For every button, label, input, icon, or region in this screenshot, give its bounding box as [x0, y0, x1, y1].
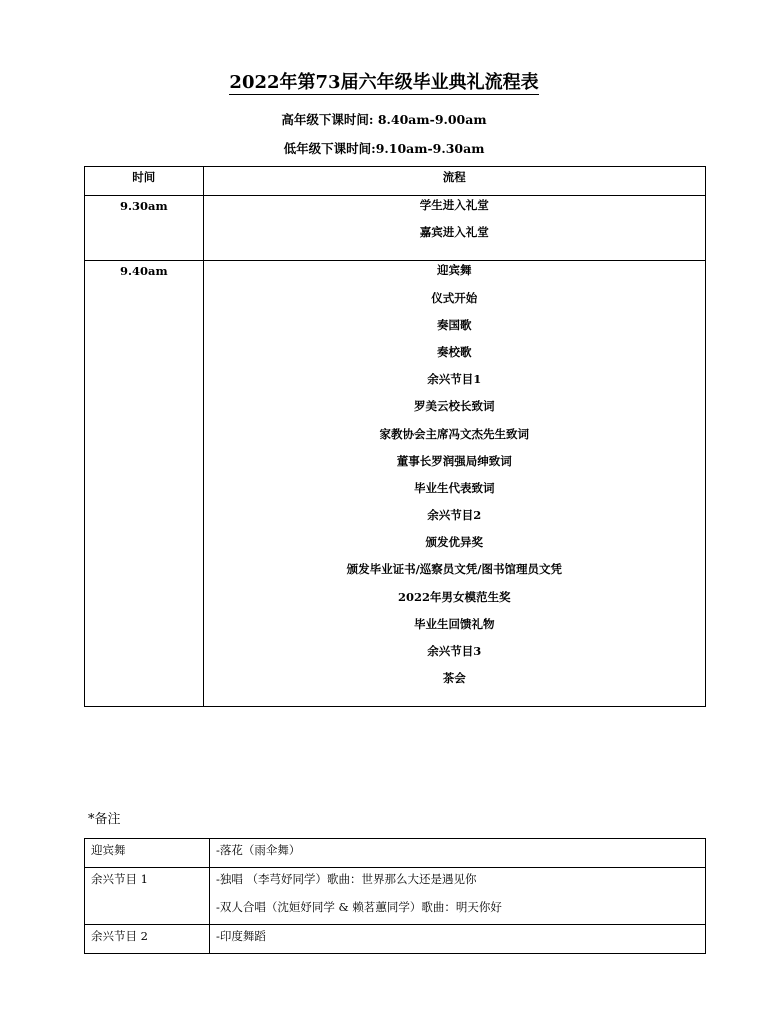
- notes-detail: [210, 868, 706, 925]
- step-item: 董事长罗润强局绅致词: [396, 453, 512, 468]
- notes-line: -印度舞蹈: [216, 929, 266, 943]
- notes-row: [85, 925, 706, 954]
- step-list: [204, 261, 705, 706]
- notes-line: -落花（雨伞舞）: [216, 843, 301, 857]
- upper-grade-dismissal-time: 高年级下课时间: 8.40am-9.00am: [281, 112, 487, 127]
- schedule-header-row: [85, 167, 706, 196]
- step-item: 余兴节目2: [427, 508, 482, 523]
- step-item: 茶会: [442, 671, 466, 686]
- schedule-time: 9.40am: [85, 261, 204, 707]
- lower-grade-dismissal-time: 低年级下课时间:9.10am-9.30am: [283, 141, 485, 156]
- notes-row: [85, 839, 706, 868]
- step-item: 余兴节目1: [427, 372, 482, 387]
- notes-table: [84, 838, 706, 954]
- document-title-text: 2022年第73届六年级毕业典礼流程表: [229, 72, 539, 93]
- notes-line: -双人合唱（沈姮妤同学 & 赖茗蕙同学）歌曲：明天你好: [216, 900, 502, 914]
- notes-detail: [210, 839, 706, 868]
- step-item: 余兴节目3: [427, 644, 482, 658]
- notes-line: -独唱 （李芎妤同学）歌曲：世界那么大还是遇见你: [216, 872, 477, 886]
- step-item: 2022年男女模范生奖: [398, 589, 511, 604]
- step-item: 仪式开始: [431, 290, 478, 305]
- notes-detail: [210, 925, 706, 954]
- step-item: 颁发毕业证书/巡察员文凭/图书馆理员文凭: [346, 562, 562, 577]
- step-item: 奏国歌: [437, 317, 472, 332]
- step-item: 嘉宾进入礼堂: [419, 225, 489, 240]
- schedule-table: [84, 166, 706, 707]
- schedule-steps: [203, 261, 705, 707]
- step-item: 毕业生回馈礼物: [414, 616, 495, 631]
- step-item: 迎宾舞: [437, 263, 472, 278]
- notes-item: 迎宾舞: [85, 839, 210, 868]
- step-item: 毕业生代表致词: [414, 480, 495, 495]
- step-item: 学生进入礼堂: [419, 198, 489, 212]
- step-item: 家教协会主席冯文杰先生致词: [379, 426, 530, 441]
- schedule-row: [85, 196, 706, 261]
- schedule-steps: [203, 196, 705, 261]
- schedule-row: [85, 261, 706, 707]
- procedure-column-header: 流程: [203, 167, 705, 196]
- step-item: 罗美云校长致词: [414, 399, 495, 414]
- notes-row: [85, 868, 706, 925]
- step-item: 奏校歌: [437, 344, 472, 359]
- time-column-header: 时间: [85, 167, 204, 196]
- notes-item: 余兴节目 2: [85, 925, 210, 954]
- step-list: [204, 196, 705, 260]
- schedule-time: 9.30am: [85, 196, 204, 261]
- notes-item: 余兴节目 1: [85, 868, 210, 925]
- notes-label: *备注: [88, 812, 121, 827]
- step-item: 颁发优异奖: [425, 535, 484, 550]
- document-title: [0, 68, 768, 94]
